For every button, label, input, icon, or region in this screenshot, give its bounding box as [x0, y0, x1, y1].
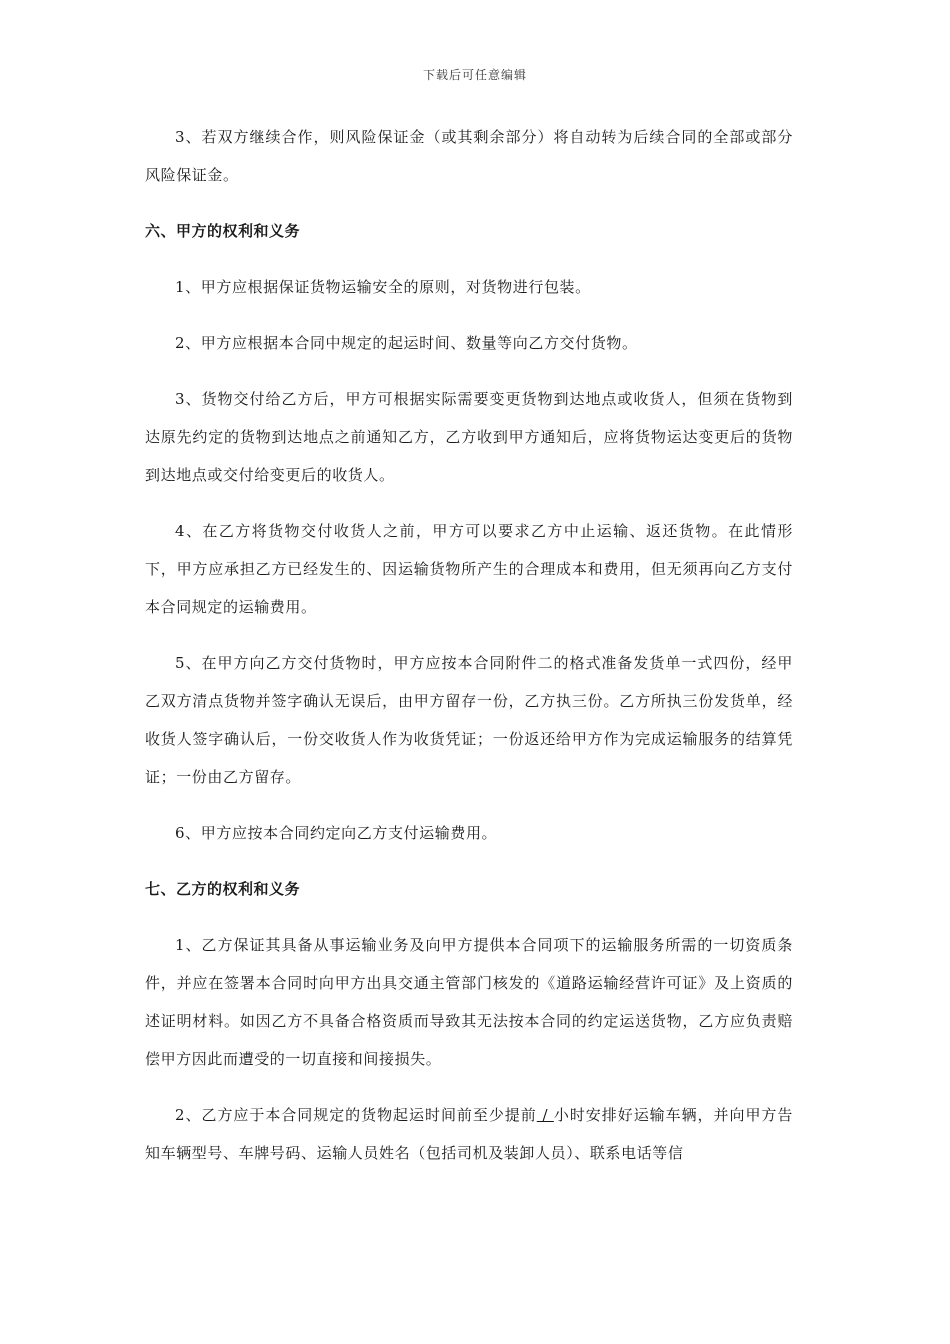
paragraph-deposit-transfer: 3、若双方继续合作，则风险保证金（或其剩余部分）将自动转为后续合同的全部或部分风险保证金。 [145, 128, 793, 184]
paragraph-party-b-2 [145, 1096, 793, 1172]
paragraph-party-b-2-start: 2、乙方应于本合同规定的货物起运时间前至少提前 [175, 1106, 537, 1124]
paragraph-party-a-1: 1、甲方应根据保证货物运输安全的原则，对货物进行包装。 [175, 278, 591, 296]
paragraph-party-b-1: 1、乙方保证其具备从事运输业务及向甲方提供本合同项下的运输服务所需的一切资质条件，并应在签署本合同时向甲方出具交通主管部门核发的《道路运输经营许可证》及上资质的述证明材料。如因乙方不具备合格资质而导致其无法按本合同的约定运送货物，乙方应负责赔偿甲方因此而遭受的一切直接和间接损失。 [145, 936, 793, 1068]
contract-body [145, 118, 793, 1190]
page-header-note: 下载后可任意编辑 [422, 68, 527, 82]
paragraph-party-a-3: 3、货物交付给乙方后，甲方可根据实际需要变更货物到达地点或收货人，但须在货物到达原先约定的货物到达地点之前通知乙方，乙方收到甲方通知后，应将货物运达变更后的货物到达地点或交付给变更后的收货人。 [145, 390, 793, 484]
paragraph-party-a-2: 2、甲方应根据本合同中规定的起运时间、数量等向乙方交付货物。 [175, 334, 638, 352]
section-heading-party-b: 七、乙方的权利和义务 [145, 880, 301, 898]
paragraph-party-a-5: 5、在甲方向乙方交付货物时，甲方应按本合同附件二的格式准备发货单一式四份，经甲乙双方清点货物并签字确认无误后，由甲方留存一份，乙方执三份。乙方所执三份发货单，经收货人签字确认后，一份交收货人作为收货凭证；一份返还给甲方作为完成运输服务的结算凭证；一份由乙方留存。 [145, 654, 793, 786]
paragraph-party-a-6: 6、甲方应按本合同约定向乙方支付运输费用。 [175, 824, 498, 842]
paragraph-party-b-2-end: 小时安排好运输车辆，并向甲方告知车辆型号、车牌号码、运输人员姓名（包括司机及装卸人员）、联系电话等信 [145, 1106, 793, 1162]
section-heading-party-a: 六、甲方的权利和义务 [145, 222, 301, 240]
fill-in-blank-hours: / [536, 1106, 554, 1124]
paragraph-party-a-4: 4、在乙方将货物交付收货人之前，甲方可以要求乙方中止运输、返还货物。在此情形下，甲方应承担乙方已经发生的、因运输货物所产生的合理成本和费用，但无须再向乙方支付本合同规定的运输费用。 [145, 522, 793, 616]
